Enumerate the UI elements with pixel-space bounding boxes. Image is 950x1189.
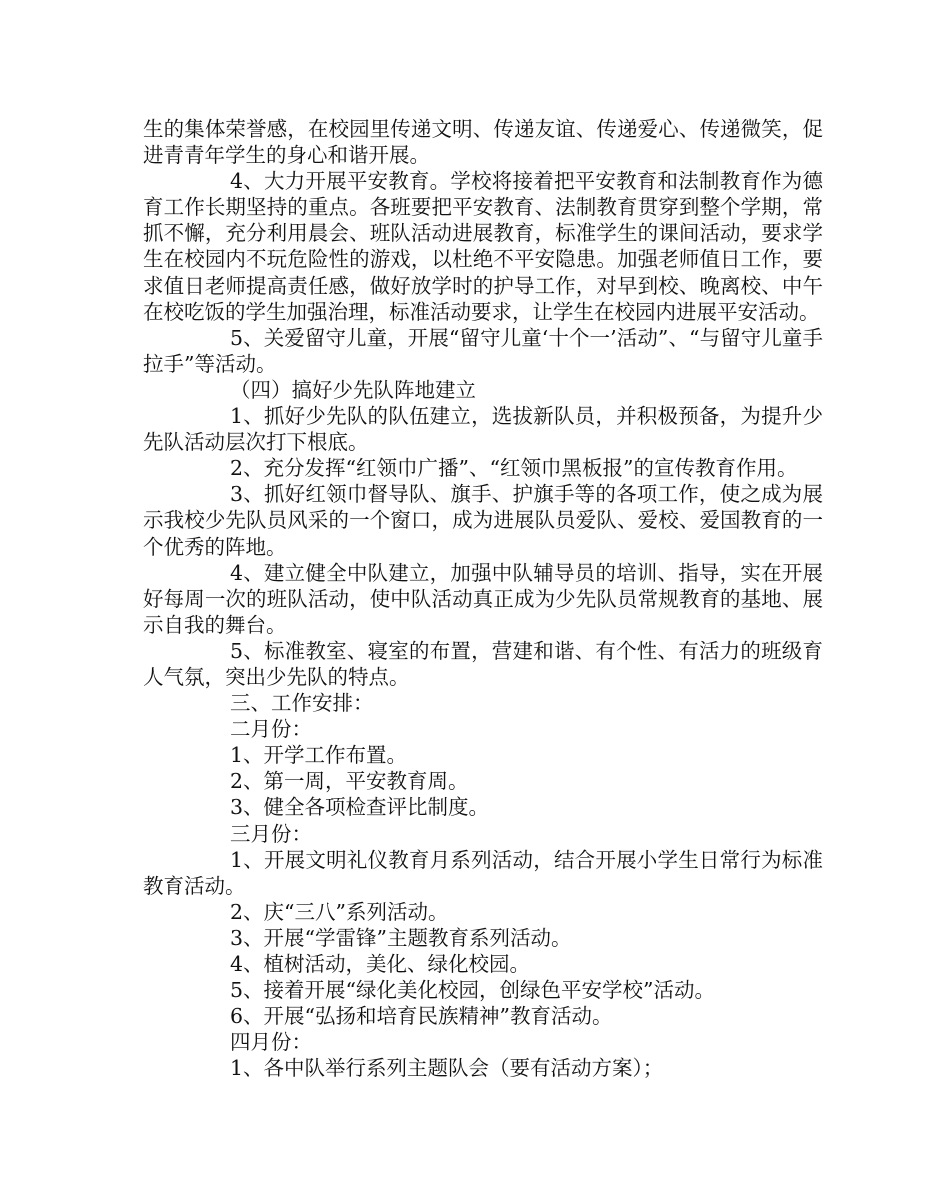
paragraph-8: 4、建立健全中队建立，加强中队辅导员的培训、指导，实在开展好每周一次的班队活动，使中队活动真正成为少先队员常规教育的基地、展示自我的舞台。 bbox=[143, 560, 823, 637]
list-item: 3、开展“学雷锋”主题教育系列活动。 bbox=[230, 925, 572, 950]
list-item: 4、植树活动，美化、绿化校园。 bbox=[230, 952, 531, 976]
section-heading-work-schedule: 三、工作安排： bbox=[230, 691, 374, 716]
section-heading-4: （四）搞好少先队阵地建立 bbox=[230, 377, 476, 402]
month-heading-april: 四月份： bbox=[230, 1030, 312, 1055]
list-item: 5、接着开展“绿化美化校园，创绿色平安学校”活动。 bbox=[230, 978, 716, 1003]
paragraph-3: 5、关爱留守儿童，开展“留守儿童‘十个一’活动”、“与留守儿童手拉手”等活动。 bbox=[143, 325, 823, 376]
paragraph-2: 4、大力开展平安教育。学校将接着把平安教育和法制教育作为德育工作长期坚持的重点。各班要把平安教育、法制教育贯穿到整个学期，常抓不懈，充分利用晨会、班队活动进展教育，标准学生的课间活动，要求学生在校园内不玩危险性的游戏，以杜绝不平安隐患。加强老师值日工作，要求值日老师提高责任感，做好放学时的护导工作，对早到校、晚离校、中午在校吃饭的学生加强治理，标准活动要求，让学生在校园内进展平安活动。 bbox=[143, 169, 823, 324]
list-item: 2、庆“三八”系列活动。 bbox=[230, 899, 449, 924]
list-item: 2、第一周，平安教育周。 bbox=[230, 769, 469, 794]
document-body bbox=[143, 116, 823, 1081]
list-item: 1、开展文明礼仪教育月系列活动，结合开展小学生日常行为标准教育活动。 bbox=[143, 847, 823, 898]
paragraph-1: 生的集体荣誉感，在校园里传递文明、传递友谊、传递爱心、传递微笑，促进青青年学生的身心和谐开展。 bbox=[143, 117, 823, 168]
month-heading-february: 二月份： bbox=[230, 717, 312, 742]
list-item: 1、各中队举行系列主题队会（要有活动方案）； bbox=[230, 1056, 664, 1081]
month-heading-march: 三月份： bbox=[230, 821, 312, 846]
paragraph-9: 5、标准教室、寝室的布置，营建和谐、有个性、有活力的班级育人气氛，突出少先队的特点。 bbox=[143, 638, 823, 689]
list-item: 1、开学工作布置。 bbox=[230, 743, 408, 768]
paragraph-5: 1、抓好少先队的队伍建立，选拔新队员，并积极预备，为提升少先队活动层次打下根底。 bbox=[143, 404, 823, 455]
list-item: 3、健全各项检查评比制度。 bbox=[230, 795, 490, 820]
paragraph-6: 2、充分发挥“红领巾广播”、“红领巾黑板报”的宣传教育作用。 bbox=[230, 456, 798, 481]
list-item: 6、开展“弘扬和培育民族精神”教育活动。 bbox=[230, 1004, 613, 1029]
paragraph-7: 3、抓好红领巾督导队、旗手、护旗手等的各项工作，使之成为展示我校少先队员风采的一个窗口，成为进展队员爱队、爱校、爱国教育的一个优秀的阵地。 bbox=[143, 482, 823, 559]
